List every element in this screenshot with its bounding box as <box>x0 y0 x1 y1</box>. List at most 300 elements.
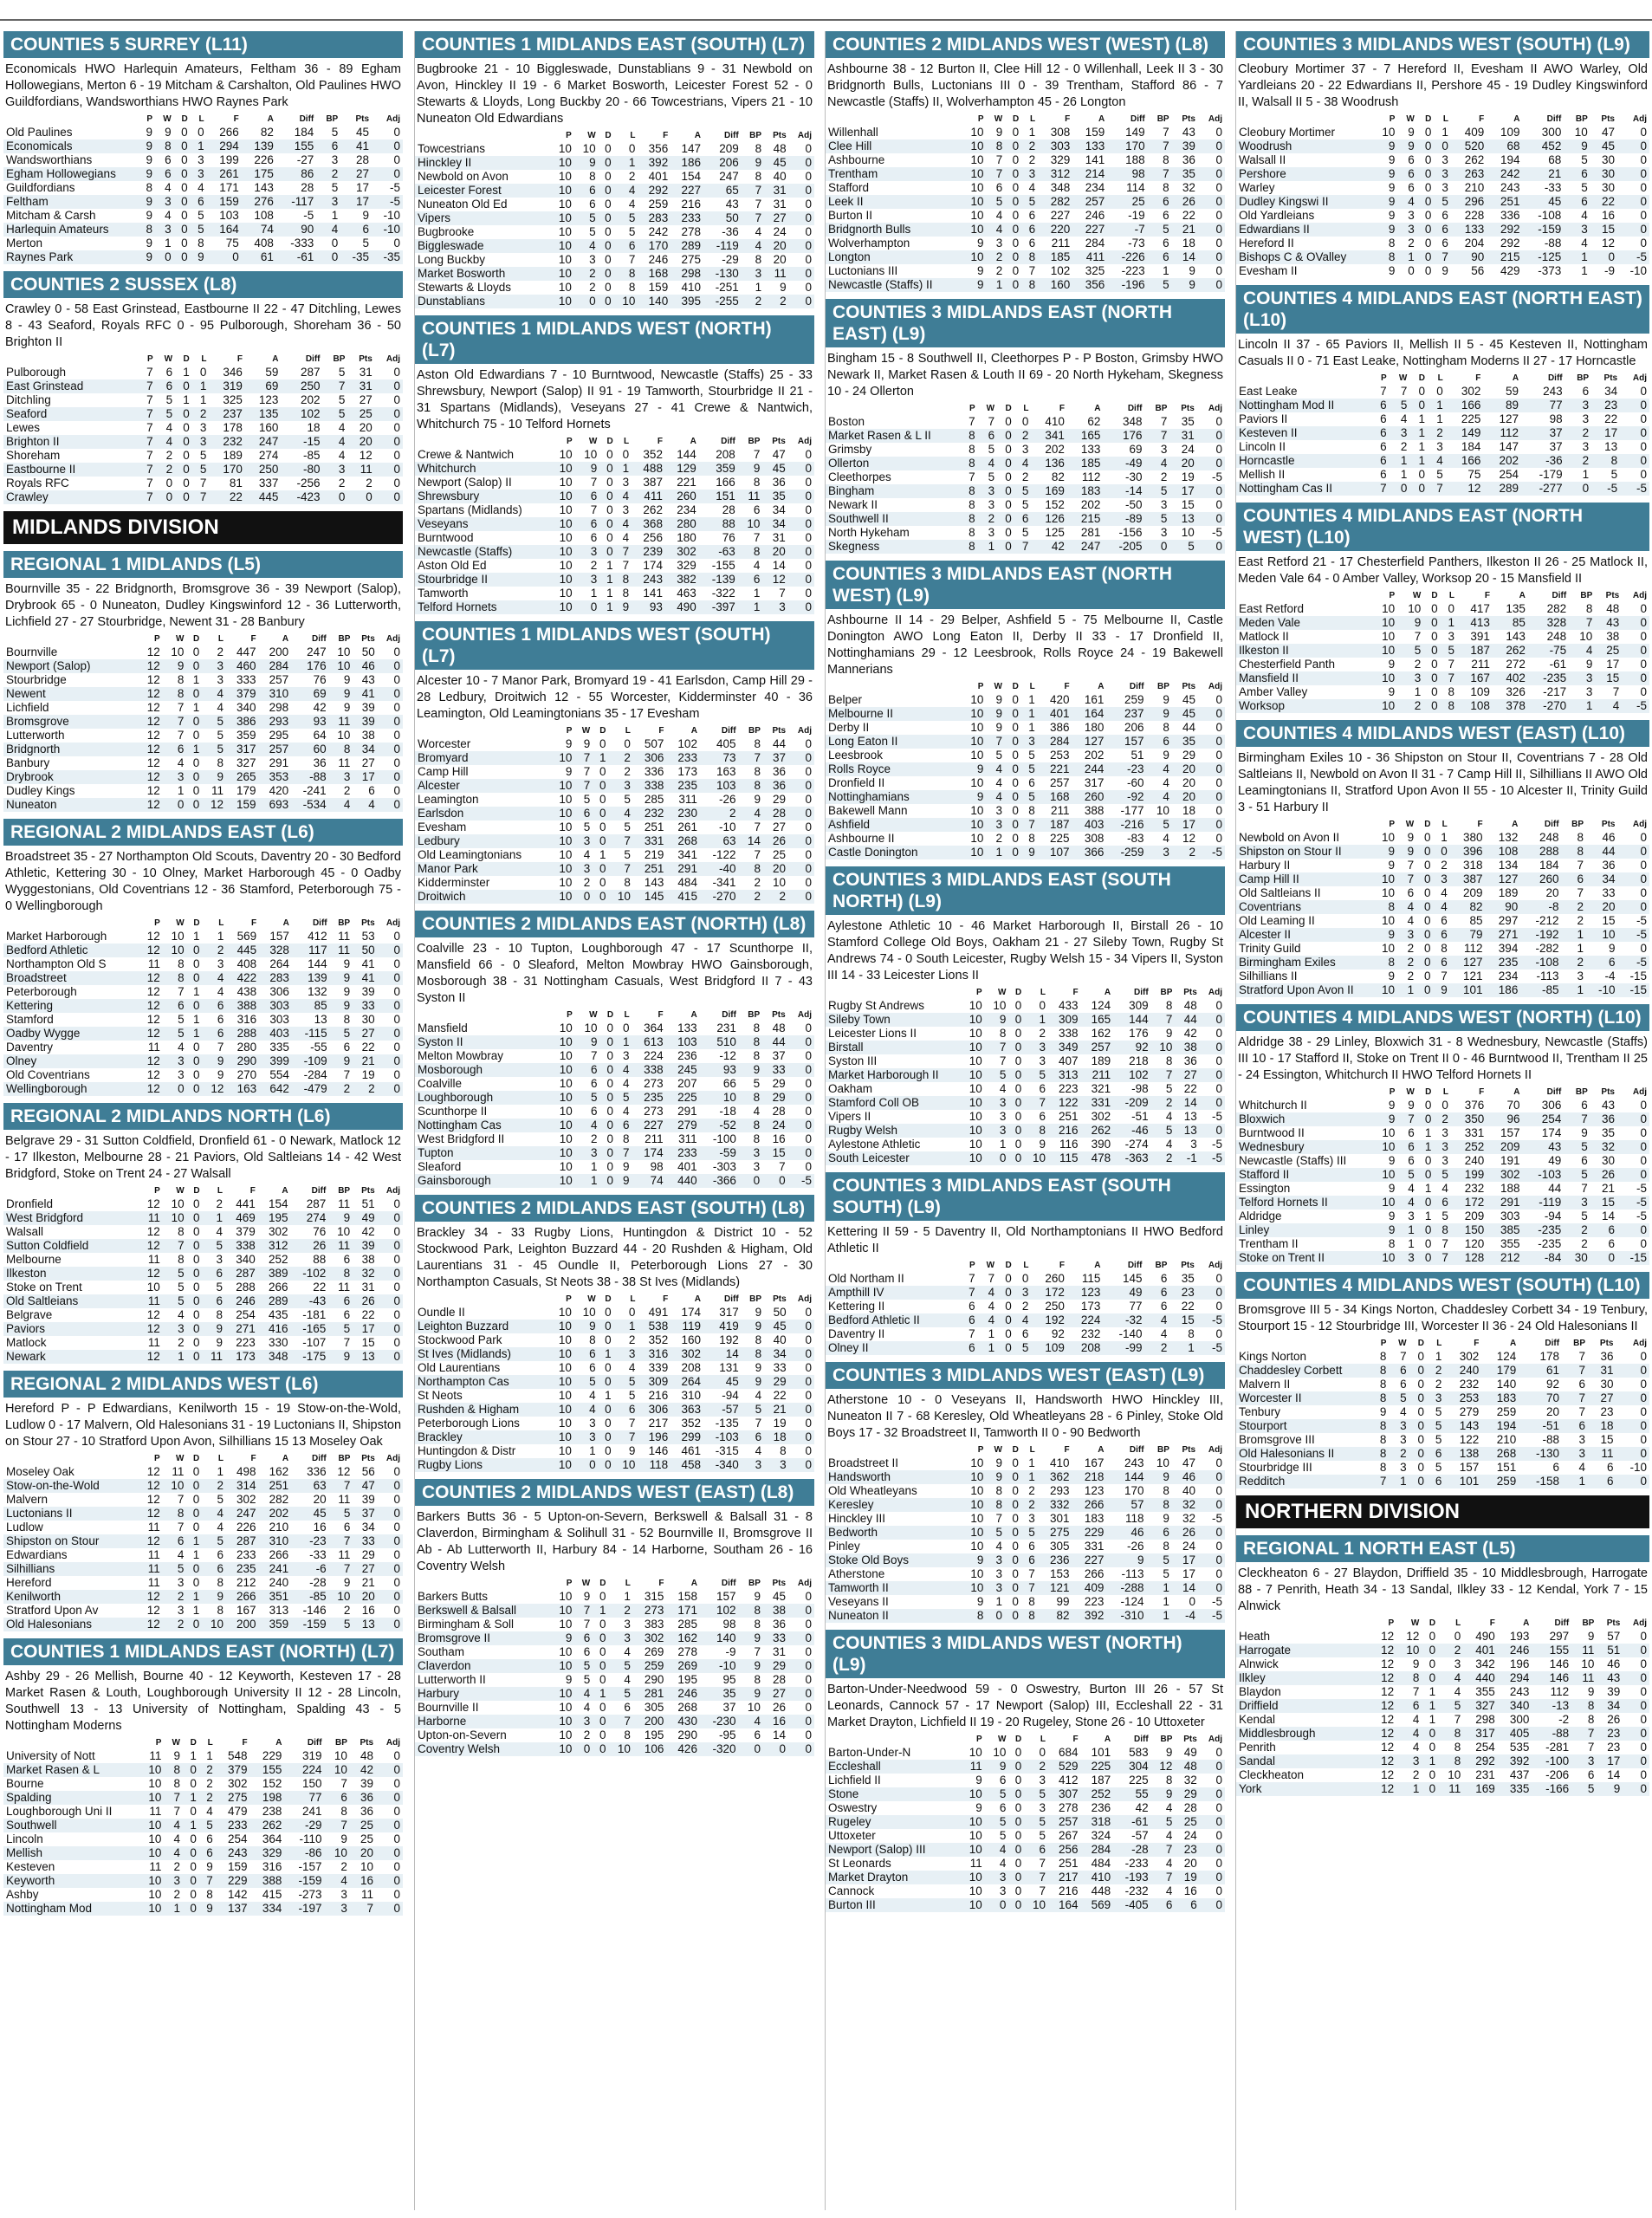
table-row <box>1236 1182 1649 1196</box>
stat-cell: 9 <box>362 209 370 222</box>
stat-cell: 41 <box>361 957 375 970</box>
stat-cell: 154 <box>681 170 701 183</box>
stat-cell: 150 <box>1451 1223 1487 1237</box>
stat-cell: 0 <box>599 1430 614 1444</box>
stat-cell: 8 <box>961 429 978 443</box>
stat-cell: 235 <box>632 1091 666 1105</box>
stat-cell: 85 <box>292 999 330 1013</box>
stat-cell: 8 <box>1165 1054 1173 1067</box>
stat-cell: 204 <box>1464 237 1485 250</box>
stat-cell: 9 <box>1388 153 1396 166</box>
stat-cell: 0 <box>1431 602 1438 615</box>
stat-cell: 392 <box>638 156 671 170</box>
stat-cell: 9 <box>1371 195 1397 209</box>
stat-cell: 225 <box>666 1091 700 1105</box>
stat-cell: 1 <box>593 1604 608 1618</box>
stat-cell: 3 <box>985 1096 1009 1110</box>
stat-cell: 0 <box>599 793 606 806</box>
stat-cell: 0 <box>1198 762 1225 776</box>
stat-cell: 31 <box>361 1281 375 1294</box>
stat-cell: 20 <box>763 862 788 876</box>
table-header-cell: D <box>599 726 606 736</box>
stat-cell: 0 <box>997 1341 1014 1355</box>
stat-cell: 10 <box>550 517 575 531</box>
league-section <box>826 1362 1225 1623</box>
table-header-team <box>3 917 139 930</box>
stat-cell: 6 <box>1147 1526 1172 1540</box>
table-row <box>1236 886 1649 900</box>
stat-cell: 4 <box>986 790 1005 804</box>
stat-cell: 133 <box>677 1021 697 1034</box>
stat-cell: 10 <box>747 1701 761 1714</box>
stat-cell: 1 <box>1562 928 1586 942</box>
stat-cell: -55 <box>310 1041 327 1054</box>
stat-cell: 79 <box>1450 928 1486 942</box>
stat-cell: 2 <box>1160 470 1168 483</box>
stat-cell: 0 <box>174 250 191 264</box>
table-header-cell: Diff <box>1546 114 1562 124</box>
stat-cell: 268 <box>666 834 700 848</box>
table-row <box>415 876 814 890</box>
stat-cell: 162 <box>666 1631 700 1645</box>
stat-cell: 210 <box>269 1521 289 1534</box>
stat-cell: 0 <box>393 153 400 166</box>
stat-cell: 538 <box>638 1320 671 1333</box>
stat-cell: 8 <box>1165 999 1173 1012</box>
stat-cell: 7 <box>1400 385 1408 398</box>
stat-cell: 7 <box>1571 1727 1597 1741</box>
stat-cell: 12 <box>146 756 160 769</box>
stat-cell: 2 <box>1172 846 1198 859</box>
stat-cell: 10 <box>961 1898 985 1912</box>
stat-cell: 48 <box>1606 602 1620 615</box>
table-header-cell: Pts <box>1181 404 1195 413</box>
stat-cell: 0 <box>1640 181 1647 194</box>
league-title: REGIONAL 2 MIDLANDS EAST (L6) <box>3 819 403 846</box>
stat-cell: 10 <box>969 1054 982 1067</box>
team-name: Old Yardleians <box>1239 209 1315 222</box>
stat-cell: 36 <box>763 779 788 793</box>
stat-cell: -159 <box>284 1874 324 1888</box>
table-header-cell: F <box>242 1738 248 1748</box>
stat-cell: 6 <box>1024 1843 1048 1857</box>
league-results: Aston Old Edwardians 7 - 10 Burntwood, Newcastle (Staffs) 25 - 33 Shrewsbury, Newport (Salop) II 91 - 19 Tamworth, Stourbridge II 21 - 31 Spartans (Midlands), Veseyans 27 - 41 Crewe & Nantwich, Whitchurch 75 - 10 Telford Hornets <box>417 368 813 431</box>
stat-cell: 4 <box>1397 1196 1416 1210</box>
stat-cell: 262 <box>643 503 663 516</box>
stat-cell: 3 <box>622 476 630 489</box>
stat-cell: 7 <box>609 834 633 848</box>
stat-cell: 6 <box>217 1548 224 1561</box>
table-header-cell: Diff <box>722 1010 736 1020</box>
stat-cell: 4 <box>1438 1671 1463 1685</box>
stat-cell: 0 <box>376 1763 403 1777</box>
table-header-cell: W <box>994 682 1002 691</box>
stat-cell: 280 <box>236 1041 257 1054</box>
team-name: Evesham II <box>1239 264 1298 277</box>
stat-cell: 10 <box>738 517 763 531</box>
stat-cell: 22 <box>209 490 245 504</box>
stat-cell: 10 <box>550 267 574 281</box>
stat-cell: 4 <box>1569 644 1595 658</box>
stat-cell: 0 <box>788 1659 814 1673</box>
stat-cell: 10 <box>550 1146 575 1160</box>
stat-cell: 20 <box>762 545 787 559</box>
stat-cell: 193 <box>1509 1630 1530 1643</box>
stat-cell: 266 <box>1072 1498 1107 1512</box>
stat-cell: 2 <box>165 449 173 462</box>
stat-cell: 10 <box>961 1815 985 1829</box>
stat-cell: 5 <box>614 211 638 225</box>
stat-cell: -60 <box>1127 776 1144 789</box>
stat-cell: 388 <box>1084 804 1105 817</box>
stat-cell: 0 <box>1640 209 1647 222</box>
stat-cell: 21 <box>353 1054 378 1068</box>
stat-cell: 8 <box>1021 250 1038 264</box>
league-title: COUNTIES 4 MIDLANDS WEST (EAST) (L10) <box>1236 720 1649 747</box>
stat-cell: 10 <box>1024 1151 1048 1165</box>
stat-cell: 3 <box>329 770 353 784</box>
stat-cell: 11 <box>139 1562 163 1576</box>
stat-cell: 103 <box>666 1035 700 1049</box>
stat-cell: 160 <box>258 421 279 434</box>
stat-cell: 335 <box>269 1041 289 1054</box>
stat-cell: -5 <box>1617 1196 1649 1210</box>
table-header-cell: BP <box>335 1738 347 1748</box>
stat-cell: 10 <box>559 1618 573 1631</box>
stat-cell: 359 <box>259 1618 292 1631</box>
league-results: East Retford 21 - 17 Chesterfield Panthers, Ilkeston II 26 - 25 Matlock II, Meden Vale 64 - 0 Amber Valley, Worksop 20 - 15 Mansfield II <box>1238 555 1648 586</box>
team-name: Newcastle (Staffs) III <box>1239 1154 1347 1167</box>
stat-cell: -9 <box>725 1645 736 1658</box>
stat-cell: 0 <box>378 1507 403 1521</box>
stat-cell: 0 <box>605 198 612 211</box>
stat-cell: 0 <box>788 862 814 876</box>
stat-cell: -5 <box>1211 470 1222 483</box>
stat-cell: 22 <box>1182 209 1195 222</box>
stat-cell: 0 <box>1198 818 1225 832</box>
stat-cell: 356 <box>648 142 669 155</box>
stat-cell: 43 <box>1523 1140 1565 1154</box>
stat-cell: 209 <box>1464 1210 1485 1222</box>
stat-cell: -193 <box>1113 1871 1151 1884</box>
table-row <box>3 1253 403 1267</box>
stat-cell: 7 <box>591 1049 598 1062</box>
stat-cell: 6 <box>574 184 599 198</box>
stat-cell: 5 <box>575 1091 600 1105</box>
stat-cell: 8 <box>1371 956 1397 970</box>
table-header-cell: Diff <box>307 1738 322 1748</box>
stat-cell: -29 <box>284 1819 324 1832</box>
stat-cell: 10 <box>700 1091 739 1105</box>
stat-cell: 7 <box>1021 818 1038 832</box>
stat-cell: 0 <box>378 1211 403 1225</box>
stat-cell: 6 <box>325 1791 350 1805</box>
table-header-row <box>1236 1086 1649 1099</box>
stat-cell: 14 <box>1175 1096 1199 1110</box>
table-header-row <box>826 1733 1225 1746</box>
stat-cell: 20 <box>1586 900 1617 914</box>
stat-cell: 0 <box>393 701 400 714</box>
stat-cell: 0 <box>789 1320 814 1333</box>
stat-cell: 9 <box>1147 707 1172 721</box>
stat-cell: 10 <box>550 1430 574 1444</box>
table-row <box>826 1609 1225 1623</box>
league-table <box>415 129 814 308</box>
stat-cell: 0 <box>606 1049 614 1062</box>
league-results: Economicals HWO Harlequin Amateurs, Feltham 36 - 89 Egham Hollowegians, Merton 6 - 19 Mitcham & Carshalton, Old Paulines HWO Guildfordians, Wandsworthians HWO Raynes Park <box>5 62 401 109</box>
league-table <box>3 353 403 504</box>
stat-cell: 1 <box>186 1534 202 1548</box>
stat-cell: 338 <box>225 1239 258 1253</box>
stat-cell: 1 <box>590 587 598 600</box>
stat-cell: 1 <box>203 1211 225 1225</box>
stat-cell: 1 <box>1028 693 1035 706</box>
stat-cell: 6 <box>624 1701 631 1714</box>
team-name: Stourport <box>1236 1419 1371 1433</box>
stat-cell: 9 <box>755 1306 762 1319</box>
stat-cell: 7 <box>754 848 761 861</box>
stat-cell: 187 <box>1091 1774 1111 1787</box>
stat-cell: 57 <box>1106 1498 1146 1512</box>
league-section <box>1236 720 1649 997</box>
stat-cell: 12 <box>139 659 163 673</box>
stat-cell: 0 <box>393 1225 400 1238</box>
stat-cell: 0 <box>378 1350 403 1364</box>
stat-cell: 0 <box>1008 1760 1024 1774</box>
stat-cell: 4 <box>177 1548 185 1561</box>
stat-cell: 252 <box>1081 1787 1114 1801</box>
stat-cell: 10 <box>550 295 574 308</box>
team-name: Kenilworth <box>3 1590 139 1604</box>
stat-cell: 31 <box>773 198 787 211</box>
stat-cell: 7 <box>325 1819 350 1832</box>
stat-cell: 7 <box>742 211 764 225</box>
stat-cell: 9 <box>975 1801 982 1814</box>
stat-cell: 0 <box>393 1068 400 1081</box>
stat-cell: 271 <box>1486 928 1521 942</box>
stat-cell: -107 <box>302 1336 327 1349</box>
stat-cell: 4 <box>1400 412 1408 425</box>
stat-cell: 1 <box>1021 707 1038 721</box>
stat-cell: 9 <box>961 762 986 776</box>
stat-cell: 39 <box>360 1777 374 1790</box>
table-header-team <box>415 1293 550 1306</box>
stat-cell: 2 <box>1407 942 1415 955</box>
stat-cell: 1 <box>1147 1609 1172 1623</box>
team-name: Matlock II <box>1239 630 1289 643</box>
stat-cell: 2 <box>366 477 373 490</box>
table-header-cell: BP <box>748 437 761 446</box>
stat-cell: -86 <box>284 1846 324 1860</box>
team-name: Worcester <box>418 737 471 750</box>
stat-cell: 0 <box>375 435 403 449</box>
team-name: Market Drayton <box>826 1871 961 1884</box>
table-row <box>826 693 1225 707</box>
stat-cell: 333 <box>236 673 256 686</box>
team-name: Ilkley <box>1236 1671 1371 1685</box>
table-row <box>826 223 1225 237</box>
table-header-cell: F <box>249 1186 256 1196</box>
table-header-row <box>826 113 1225 126</box>
stat-cell: 9 <box>199 1902 216 1916</box>
stat-cell: 4 <box>316 223 340 237</box>
table-header-cell: D <box>605 1294 612 1304</box>
stat-cell: 5 <box>1610 468 1618 481</box>
stat-cell: 0 <box>376 1902 403 1916</box>
stat-cell: 10 <box>1408 602 1422 615</box>
team-name: Ashbourne <box>828 153 885 166</box>
table-row <box>415 545 814 559</box>
stat-cell: 232 <box>633 807 667 820</box>
stat-cell: 5 <box>985 1068 1009 1082</box>
stat-cell: 260 <box>1072 790 1107 804</box>
team-name: Old Wheatleyans <box>828 1484 917 1497</box>
stat-cell: 9 <box>1587 1685 1595 1698</box>
stat-cell: 0 <box>1616 1364 1649 1378</box>
team-name: Silhillians <box>3 1562 139 1576</box>
stat-cell: 6 <box>203 999 227 1013</box>
stat-cell: 1 <box>614 1320 638 1333</box>
stat-cell: 45 <box>1590 139 1617 153</box>
stat-cell: 9 <box>550 1631 574 1645</box>
stat-cell: 75 <box>225 237 239 250</box>
stat-cell: 642 <box>259 1082 292 1096</box>
stat-cell: 34 <box>1597 1699 1623 1713</box>
stat-cell: 0 <box>805 876 812 889</box>
table-header-cell: P <box>1389 820 1396 829</box>
stat-cell: -206 <box>1545 1768 1570 1781</box>
team-name: Lincoln II <box>1239 440 1286 453</box>
table-header-cell: BP <box>1156 114 1169 124</box>
team-name: Old Paulines <box>6 126 73 139</box>
league-title: COUNTIES 4 MIDLANDS EAST (NORTH EAST) (L10) <box>1236 285 1649 334</box>
stat-cell: 12 <box>762 573 787 587</box>
stat-cell: 304 <box>1113 1760 1151 1774</box>
stat-cell: 3 <box>1390 426 1410 440</box>
table-header-cell: P <box>154 634 160 644</box>
stat-cell: -181 <box>302 1308 327 1321</box>
stat-cell: 10 <box>1371 699 1397 713</box>
table-header-cell: P <box>155 1738 162 1748</box>
stat-cell: 4 <box>1014 457 1032 470</box>
table-header-cell: D <box>1012 114 1020 124</box>
stat-cell: -28 <box>309 1576 327 1589</box>
team-name: Barton-Under-N <box>828 1746 911 1759</box>
table-row <box>826 1898 1225 1912</box>
stat-cell: -88 <box>1532 1727 1571 1741</box>
stat-cell: 163 <box>226 1082 259 1096</box>
team-name: Alnwick <box>1239 1657 1279 1670</box>
stat-cell: 8 <box>755 170 762 183</box>
stat-cell: 211 <box>645 1132 664 1145</box>
stat-cell: 9 <box>1388 1154 1396 1167</box>
stat-cell: 0 <box>1623 1727 1649 1741</box>
stat-cell: 2 <box>338 477 346 490</box>
table-row <box>3 1548 403 1562</box>
stat-cell: 3 <box>1039 1774 1046 1787</box>
stat-cell: 39 <box>361 1493 375 1506</box>
league-results: Ashbourne II 14 - 29 Belper, Ashfield 5 - 75 Melbourne II, Castle Donington AWO Long Eaton II, Derby II 33 - 17 Dronfield II, Nottinghamians 29 - 12 Leesbrook, Rolls Royce 24 - 19 Bakewell Mannerians <box>827 613 1223 677</box>
stat-cell: 10 <box>961 1498 986 1512</box>
table-row <box>1236 426 1649 440</box>
stat-cell: 0 <box>1640 1126 1647 1139</box>
stat-cell: 0 <box>163 798 187 812</box>
stat-cell: 3 <box>1578 1433 1586 1446</box>
stat-cell: 10 <box>171 930 185 943</box>
stat-cell: 0 <box>997 457 1014 470</box>
team-name: Newark <box>3 1350 139 1364</box>
stat-cell: 0 <box>1428 1741 1436 1754</box>
stat-cell: 0 <box>190 1888 197 1901</box>
team-name: Mansfield II <box>1236 671 1371 685</box>
table-header-cell: D <box>599 1579 606 1588</box>
stat-cell: 298 <box>1475 1713 1495 1726</box>
stat-cell: 8 <box>961 512 978 526</box>
table-row <box>1236 1671 1649 1685</box>
league-section <box>1236 1535 1649 1796</box>
stat-cell: -95 <box>719 1728 736 1741</box>
stat-cell: 0 <box>1215 1456 1222 1469</box>
league-table <box>1236 1337 1649 1488</box>
team-name: Old Halesonians II <box>1236 1447 1371 1461</box>
stat-cell: 7 <box>1454 1713 1461 1726</box>
team-name: Nottingham Cas <box>415 1119 550 1132</box>
stat-cell: 3 <box>574 1430 599 1444</box>
stat-cell: 0 <box>1012 1484 1019 1497</box>
stat-cell: 9 <box>977 264 984 277</box>
stat-cell: 223 <box>1059 1082 1079 1095</box>
stat-cell: 8 <box>999 1027 1007 1040</box>
stat-cell: 4 <box>999 1857 1007 1870</box>
stat-cell: 0 <box>393 784 400 797</box>
stat-cell: 308 <box>1084 832 1105 845</box>
stat-cell: -10 <box>372 223 403 237</box>
stat-cell: 6 <box>1021 1327 1029 1340</box>
stat-cell: 0 <box>599 239 614 253</box>
stat-cell: 8 <box>1379 1461 1387 1474</box>
stat-cell: 394 <box>1498 942 1519 955</box>
stat-cell: 291 <box>1487 1196 1522 1210</box>
league-section <box>415 1479 814 1756</box>
stat-cell: 3 <box>1436 440 1443 453</box>
stat-cell: 45 <box>1523 195 1565 209</box>
stat-cell: 351 <box>259 1590 292 1604</box>
stat-cell: 0 <box>805 1361 812 1374</box>
stat-cell: 6 <box>1586 956 1617 970</box>
stat-cell: 0 <box>187 1211 203 1225</box>
stat-cell: 9 <box>191 250 207 264</box>
stat-cell: -14 <box>1103 484 1144 498</box>
stat-cell: 157 <box>269 930 289 943</box>
stat-cell: 21 <box>764 1403 789 1417</box>
stat-cell: 1 <box>191 139 207 153</box>
stat-cell: -51 <box>1131 1110 1149 1123</box>
stat-cell: 176 <box>291 659 329 673</box>
stat-cell: 4 <box>978 1286 997 1300</box>
stat-cell: 2 <box>1562 900 1586 914</box>
table-header-cell: Diff <box>311 1186 327 1196</box>
stat-cell: 0 <box>1198 1553 1225 1567</box>
team-name: Mansfield <box>418 1021 468 1034</box>
stat-cell: 338 <box>1059 1027 1079 1040</box>
stat-cell: 42 <box>1135 1801 1149 1814</box>
stat-cell: 27 <box>764 211 789 225</box>
stat-cell: 216 <box>681 198 701 211</box>
stat-cell: 46 <box>1172 1470 1198 1484</box>
league-table <box>1236 589 1649 713</box>
stat-cell: 6 <box>165 366 173 379</box>
stat-cell: 6 <box>753 503 761 516</box>
